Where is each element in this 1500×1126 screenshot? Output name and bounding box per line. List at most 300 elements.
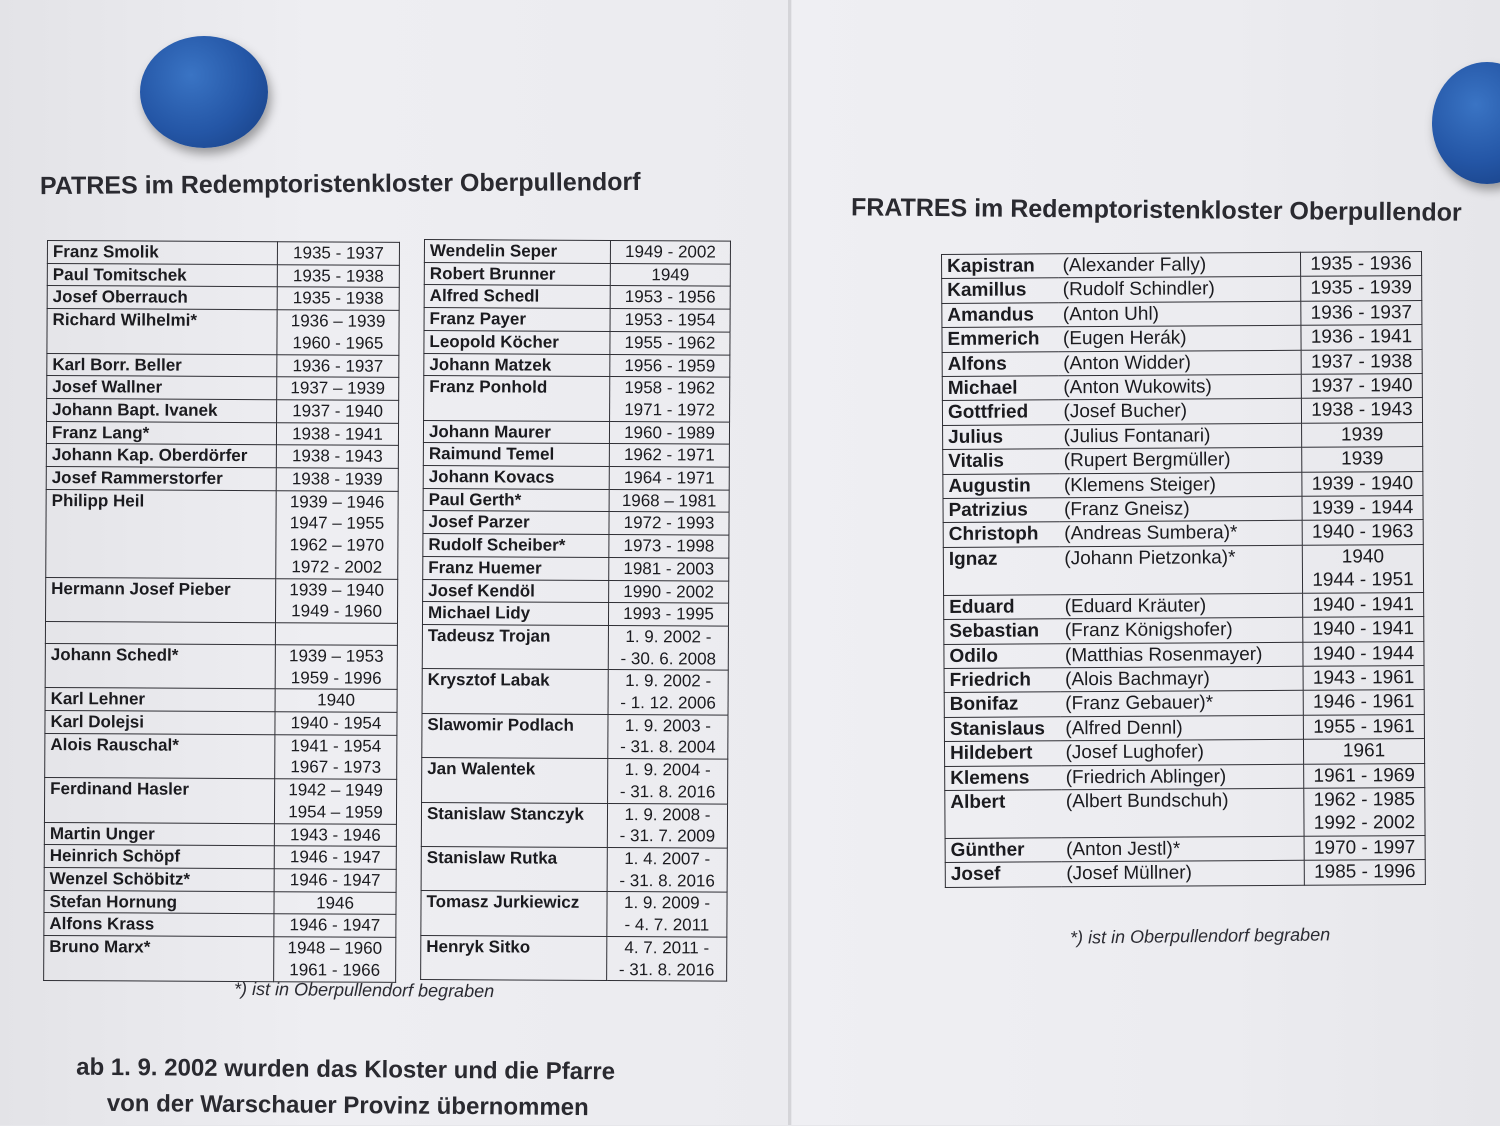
membership-period [1302, 447, 1423, 472]
period-line: 1938 - 1941 [292, 423, 383, 444]
table-row [942, 276, 1422, 303]
table-row [424, 262, 730, 286]
period-line: 1961 - 1969 [1313, 764, 1415, 787]
member-name: Josef Parzer [423, 511, 609, 535]
period-line: 1967 - 1973 [290, 757, 382, 778]
membership-period [275, 578, 397, 623]
membership-period [276, 468, 398, 491]
period-line: 1953 - 1956 [624, 287, 716, 307]
period-line: 1949 - 1960 [291, 601, 382, 622]
table-row [44, 822, 396, 847]
table-row [424, 308, 730, 332]
table-row [44, 867, 396, 892]
member-name: Michael Lidy [422, 602, 608, 626]
period-line: - 31. 8. 2016 [618, 959, 715, 980]
member-name: Franz Payer [424, 308, 610, 332]
table-row [46, 421, 398, 446]
period-line: 1940 - 1941 [1312, 618, 1415, 640]
table-row [423, 534, 729, 558]
table-row [943, 496, 1423, 523]
period-line: - 4. 7. 2011 [624, 915, 710, 935]
period-line: 1955 - 1962 [624, 332, 716, 353]
membership-period [274, 846, 396, 869]
period-line: 1955 - 1961 [1313, 715, 1415, 738]
period-line: 1939 [1340, 424, 1384, 446]
table-row [423, 556, 729, 580]
religious-name: Alfons [942, 351, 1058, 376]
table-row [942, 325, 1422, 352]
member-name: Stefan Hornung [44, 890, 274, 914]
civil-name: (Alfred Dennl) [1060, 715, 1303, 741]
period-line: 1981 - 2003 [623, 558, 715, 579]
membership-period [1304, 787, 1425, 836]
member-name: Richard Wilhelmi* [47, 309, 277, 355]
period-line: 1937 – 1939 [290, 378, 386, 398]
member-name: Josef Kendöl [423, 579, 609, 603]
religious-name: Emmerich [942, 327, 1058, 352]
period-line: - 1. 12. 2006 [620, 693, 716, 713]
table-row [45, 688, 397, 713]
membership-period [277, 264, 399, 287]
period-line: 1940 [317, 690, 356, 710]
member-name: Rudolf Scheiber* [423, 534, 609, 558]
table-row [421, 891, 727, 937]
member-name: Johann Bapt. Ivanek [47, 398, 277, 422]
membership-period [607, 847, 727, 892]
period-line: 1962 - 1971 [623, 445, 715, 465]
membership-period [1301, 276, 1422, 301]
table-row [423, 420, 729, 444]
period-line: 1935 - 1937 [293, 243, 384, 263]
member-name: Bruno Marx* [44, 936, 274, 982]
membership-period [608, 603, 728, 626]
civil-name: (Rudolf Schindler) [1058, 277, 1301, 303]
table-row [944, 690, 1424, 717]
table-row [945, 763, 1425, 790]
member-name: Johann Kap. Oberdörfer [46, 444, 276, 468]
table-row [47, 241, 399, 266]
patres-table-right [420, 239, 731, 982]
membership-period [277, 354, 399, 377]
civil-name: (Eugen Herák) [1058, 326, 1301, 352]
membership-period [1304, 860, 1425, 885]
spacer-cell [275, 623, 397, 646]
religious-name: Sebastian [944, 619, 1060, 644]
table-row [943, 471, 1423, 498]
period-line: 1940 - 1944 [1312, 642, 1415, 665]
civil-name: (Franz Gebauer)* [1060, 691, 1303, 717]
member-name: Josef Wallner [47, 376, 277, 400]
period-line: 1961 [1342, 740, 1386, 762]
table-row [421, 935, 727, 981]
civil-name: (Josef Bucher) [1058, 399, 1301, 425]
table-row [424, 353, 730, 377]
membership-period [608, 625, 728, 670]
table-row [423, 466, 729, 490]
table-row [46, 467, 398, 492]
membership-period [1302, 422, 1423, 447]
period-line: 1938 - 1939 [291, 469, 383, 489]
period-line: 1947 – 1955 [289, 513, 385, 534]
membership-period [609, 467, 729, 490]
civil-name: (Josef Müllner) [1061, 860, 1304, 886]
table-row [942, 300, 1422, 327]
membership-period [277, 400, 399, 423]
membership-period [1302, 471, 1423, 496]
religious-name: Patrizius [943, 498, 1059, 523]
civil-name: (Klemens Steiger) [1059, 472, 1302, 498]
civil-name: (Rupert Bergmüller) [1059, 448, 1302, 474]
religious-name: Ignaz [943, 547, 1059, 596]
period-line: - 31. 8. 2004 [620, 737, 716, 758]
table-row [422, 713, 728, 759]
membership-period [1304, 835, 1425, 860]
period-line: 1993 - 1995 [623, 604, 714, 624]
table-row [423, 488, 729, 512]
membership-period [1303, 690, 1424, 715]
membership-period [610, 354, 730, 377]
membership-period [1301, 325, 1422, 350]
table-row [44, 845, 396, 870]
period-line: 1. 9. 2003 - [624, 715, 712, 736]
period-line: 1948 – 1960 [287, 938, 383, 958]
membership-period [610, 286, 730, 309]
fratres-title: FRATRES im Redemptoristenkloster Oberpullendor [850, 193, 1462, 227]
table-row [945, 787, 1425, 838]
table-row [944, 592, 1424, 619]
period-line: 1937 - 1938 [1310, 350, 1413, 373]
civil-name: (Andreas Sumbera)* [1059, 521, 1302, 547]
member-name: Johann Schedl* [45, 643, 275, 689]
fratres-footnote: *) ist in Oberpullendorf begraben [1069, 924, 1331, 948]
membership-period [275, 645, 397, 690]
table-row [46, 577, 398, 623]
table-row [45, 711, 397, 736]
membership-period [275, 712, 397, 735]
period-line: 1949 [651, 264, 690, 285]
civil-name: (Johann Pietzonka)* [1059, 545, 1302, 594]
table-row [46, 489, 398, 579]
membership-period [275, 734, 397, 779]
religious-name: Julius [943, 425, 1059, 450]
table-row [944, 739, 1424, 766]
member-name: Franz Lang* [46, 421, 276, 445]
membership-period [609, 421, 729, 444]
membership-period [610, 377, 730, 422]
table-row [47, 309, 399, 355]
period-line: 1941 - 1954 [290, 736, 382, 756]
membership-period [1304, 763, 1425, 788]
table-row [422, 602, 728, 626]
member-name: Wendelin Seper [424, 240, 610, 264]
religious-name: Amandus [942, 303, 1058, 328]
table-row [47, 263, 399, 288]
sheet-seam [788, 0, 791, 1125]
member-name: Josef Rammerstorfer [46, 467, 276, 491]
period-line: 1936 - 1937 [1310, 301, 1413, 324]
civil-name: (Anton Wukowits) [1058, 374, 1301, 400]
religious-name: Gottfried [942, 400, 1058, 425]
religious-name: Josef [945, 862, 1061, 887]
period-line: 1958 - 1962 [624, 378, 716, 398]
civil-name: (Anton Widder) [1058, 350, 1301, 376]
patres-title: PATRES im Redemptoristenkloster Oberpullendorf [39, 167, 641, 201]
period-line: 1939 [1341, 448, 1384, 470]
period-line: 1. 9. 2008 - [624, 804, 711, 825]
membership-period [607, 892, 727, 937]
period-line: 1935 - 1938 [292, 265, 384, 286]
period-line: 1937 - 1940 [1311, 375, 1413, 397]
member-name: Leopold Köcher [424, 330, 610, 354]
membership-period [609, 580, 729, 603]
table-row [943, 422, 1423, 449]
member-name: Heinrich Schöpf [44, 845, 274, 869]
patres-footnote: *) ist in Oberpullendorf begraben [233, 978, 495, 1002]
period-line: 1946 - 1947 [289, 870, 381, 890]
period-line: 4. 7. 2011 - [624, 937, 710, 958]
member-name: Franz Smolik [47, 241, 277, 265]
period-line: 1962 - 1985 [1313, 789, 1416, 811]
table-row [44, 936, 396, 982]
membership-period [610, 331, 730, 354]
period-line: 1964 - 1971 [623, 468, 715, 488]
period-line: 1935 - 1938 [292, 288, 384, 309]
membership-period [277, 377, 399, 400]
membership-period [1302, 544, 1423, 593]
period-line: 1942 – 1949 [288, 780, 383, 800]
membership-period [274, 869, 396, 892]
religious-name: Odilo [944, 643, 1060, 668]
religious-name: Kamillus [942, 278, 1058, 303]
religious-name: Hildebert [944, 741, 1060, 766]
membership-period [608, 759, 728, 804]
period-line: 1972 - 1993 [623, 513, 715, 533]
civil-name: (Franz Königshofer) [1060, 617, 1303, 643]
table-row [943, 520, 1423, 547]
table-row [44, 778, 396, 824]
table-row [44, 890, 396, 915]
membership-period [609, 557, 729, 580]
takeover-note-line2: von der Warschauer Provinz übernommen [106, 1089, 589, 1122]
period-line: 1940 - 1963 [1311, 521, 1414, 544]
civil-name: (Julius Fontanari) [1059, 423, 1302, 449]
religious-name: Albert [945, 790, 1061, 839]
table-row [424, 285, 730, 309]
period-line: 1936 - 1937 [292, 355, 384, 376]
patres-table-left [43, 240, 400, 982]
religious-name: Klemens [945, 765, 1061, 790]
membership-period [1303, 641, 1424, 666]
spacer-row [45, 621, 397, 645]
civil-name: (Friedrich Ablinger) [1061, 764, 1304, 790]
period-line: 1940 - 1941 [1312, 593, 1414, 616]
table-row [942, 374, 1422, 401]
membership-period [1303, 739, 1424, 764]
religious-name: Eduard [944, 594, 1060, 619]
table-row [424, 376, 730, 422]
member-name: Karl Dolejsi [45, 711, 275, 735]
religious-name: Vitalis [943, 449, 1059, 474]
period-line: 1943 - 1961 [1312, 667, 1415, 689]
period-line: 1959 - 1996 [290, 667, 382, 688]
table-row [422, 624, 728, 670]
period-line: 1. 9. 2002 - [625, 671, 712, 691]
period-line: 1939 - 1944 [1311, 497, 1414, 519]
member-name: Wenzel Schöbitz* [44, 867, 274, 891]
period-line: 1937 - 1940 [292, 401, 384, 421]
period-line: 1990 - 2002 [623, 581, 715, 602]
membership-period [1303, 592, 1424, 617]
table-row [422, 669, 728, 715]
member-name: Robert Brunner [424, 262, 610, 286]
period-line: 1946 - 1947 [289, 915, 381, 936]
table-row [47, 398, 399, 423]
member-name: Stanislaw Stanczyk [421, 802, 607, 847]
period-line: 1968 – 1981 [621, 490, 717, 511]
table-row [944, 714, 1424, 741]
period-line: 1939 - 1940 [1311, 472, 1414, 495]
table-row [47, 376, 399, 401]
period-line: 1943 - 1946 [289, 824, 381, 845]
table-row [944, 641, 1424, 668]
period-line: 1972 - 2002 [291, 557, 383, 577]
period-line: 1954 – 1959 [288, 802, 383, 822]
period-line: 1. 9. 2002 - [625, 627, 712, 647]
table-row [945, 860, 1425, 887]
period-line: 1. 9. 2009 - [623, 893, 711, 913]
period-line: 1960 - 1965 [292, 333, 384, 353]
member-name: Johann Matzek [424, 353, 610, 377]
member-name: Josef Oberrauch [47, 286, 277, 310]
membership-period [610, 240, 730, 263]
period-line: 1953 - 1954 [624, 310, 716, 330]
table-row [942, 398, 1422, 425]
table-row [943, 447, 1423, 474]
period-line: - 31. 7. 2009 [619, 826, 716, 846]
table-row [424, 330, 730, 354]
period-line: 1935 - 1939 [1310, 277, 1412, 300]
religious-name: Friedrich [944, 668, 1060, 693]
membership-period [276, 490, 398, 578]
table-row [45, 733, 397, 779]
member-name: Paul Gerth* [423, 488, 609, 512]
table-row [945, 835, 1425, 862]
membership-period [608, 670, 728, 715]
period-line: - 30. 6. 2008 [620, 648, 717, 669]
blue-magnet-left [140, 36, 268, 148]
period-line: 1956 - 1959 [624, 355, 716, 376]
member-name: Franz Huemer [423, 556, 609, 580]
period-line: 1970 - 1997 [1313, 836, 1416, 859]
table-row [423, 511, 729, 535]
membership-period [274, 891, 396, 914]
period-line: 1946 [316, 893, 354, 913]
table-row [423, 443, 729, 467]
table-row [421, 846, 727, 892]
takeover-note [76, 1050, 615, 1126]
period-line: 1936 – 1939 [290, 311, 386, 331]
period-line: 1946 - 1947 [289, 847, 381, 868]
period-line: 1936 - 1941 [1310, 326, 1413, 348]
period-line: 1. 4. 2007 - [624, 849, 711, 869]
member-name: Stanislaw Rutka [421, 846, 607, 891]
membership-period [274, 937, 396, 982]
membership-period [609, 444, 729, 467]
period-line: 1940 [1341, 546, 1385, 568]
spacer-cell [45, 621, 275, 644]
period-line: 1946 - 1961 [1312, 691, 1415, 714]
table-row [942, 349, 1422, 376]
member-name: Henryk Sitko [421, 935, 607, 980]
table-row [44, 913, 396, 938]
period-line: - 31. 8. 2016 [619, 870, 715, 891]
member-name: Martin Unger [44, 822, 274, 846]
religious-name: Michael [942, 376, 1058, 401]
period-line: 1971 - 1972 [624, 399, 716, 420]
table-row [46, 444, 398, 469]
period-line: 1939 – 1946 [289, 492, 385, 512]
membership-period [1303, 665, 1424, 690]
table-row [422, 758, 728, 804]
period-line: 1961 - 1966 [289, 960, 381, 980]
table-row [421, 802, 727, 848]
period-line: - 31. 8. 2016 [619, 781, 716, 802]
membership-period [1301, 300, 1422, 325]
membership-period [610, 263, 730, 286]
membership-period [1301, 398, 1422, 423]
member-name: Karl Lehner [45, 688, 275, 712]
period-line: 1938 - 1943 [291, 446, 383, 467]
membership-period [277, 310, 399, 355]
civil-name: (Anton Uhl) [1058, 301, 1301, 327]
table-row [424, 240, 730, 264]
civil-name: (Franz Gneisz) [1059, 496, 1302, 522]
membership-period [274, 823, 396, 846]
member-name: Karl Borr. Beller [47, 353, 277, 377]
period-line: 1949 - 2002 [625, 242, 716, 262]
period-line: 1992 - 2002 [1313, 812, 1416, 835]
table-row [45, 643, 397, 689]
membership-period [609, 535, 729, 558]
membership-period [275, 689, 397, 712]
membership-period [607, 803, 727, 848]
religious-name: Bonifaz [944, 692, 1060, 717]
table-row [423, 579, 729, 603]
membership-period [1302, 496, 1423, 521]
religious-name: Stanislaus [944, 716, 1060, 741]
table-row [47, 286, 399, 311]
member-name: Tadeusz Trojan [422, 624, 608, 669]
member-name: Alois Rauschal* [45, 733, 275, 779]
period-line: 1973 - 1998 [623, 536, 715, 556]
religious-name: Christoph [943, 522, 1059, 547]
period-line: 1960 - 1989 [624, 422, 715, 443]
table-row [944, 617, 1424, 644]
member-name: Paul Tomitschek [47, 263, 277, 287]
member-name: Hermann Josef Pieber [46, 577, 276, 623]
period-line: 1. 9. 2004 - [624, 760, 711, 780]
period-line: 1939 – 1953 [288, 646, 384, 666]
membership-period [1302, 520, 1423, 545]
membership-period [1301, 374, 1422, 399]
membership-period [1303, 714, 1424, 739]
membership-period [1300, 252, 1421, 277]
period-line: 1935 - 1936 [1310, 253, 1412, 275]
period-line: 1985 - 1996 [1314, 861, 1416, 883]
membership-period [608, 714, 728, 759]
membership-period [274, 914, 396, 937]
table-row [47, 353, 399, 378]
